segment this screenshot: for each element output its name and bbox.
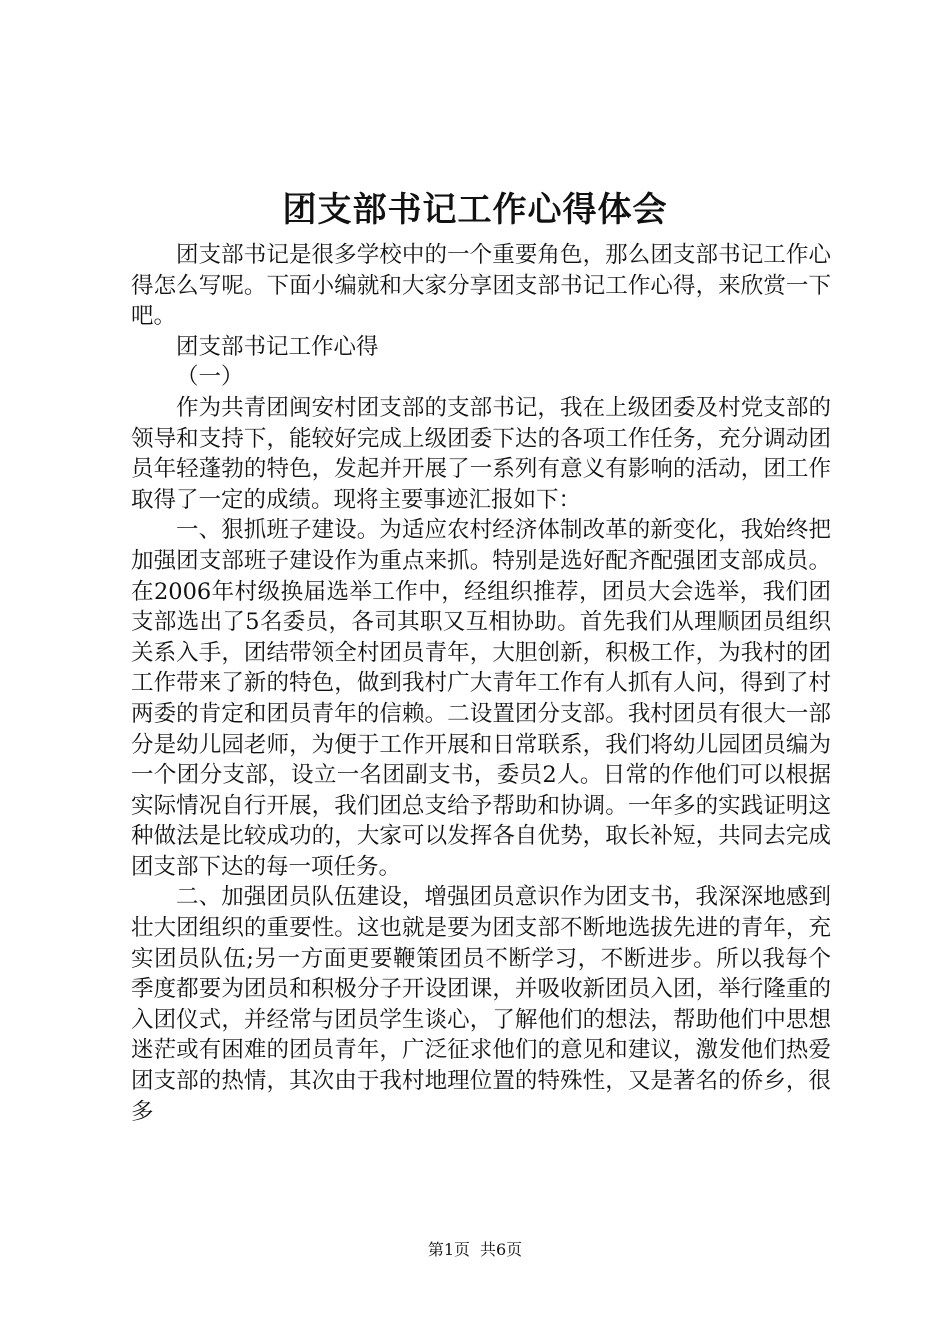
page-number: 第1页 (427, 1240, 470, 1259)
section-heading: 团支部书记工作心得 (176, 333, 379, 360)
body-paragraph: 作为共青团闽安村团支部的支部书记，我在上级团委及村党支部的领导和支持下，能较好完成上级团委下达的各项工作任务，充分调动团员年轻蓬勃的特色，发起并开展了一系列有意义有影响的活动，团工作取得了一定的成绩。现将主要事迹汇报如下： (131, 394, 831, 513)
body-paragraph: 一、狠抓班子建设。为适应农村经济体制改革的新变化，我始终把加强团支部班子建设作为重点来抓。特别是选好配齐配强团支部成员。在2006年村级换届选举工作中，经组织推荐，团员大会选举，我们团支部选出了5名委员，各司其职又互相协助。首先我们从理顺团员组织关系入手，团结带领全村团员青年，大胆创新，积极工作，为我村的团工作带来了新的特色，做到我村广大青年工作有人抓有人问，得到了村两委的肯定和团员青年的信赖。二设置团分支部。我村团员有很大一部分是幼儿园老师，为便于工作开展和日常联系，我们将幼儿园团员编为一个团分支部，设立一名团副支书，委员2人。日常的作他们可以根据实际情况自行开展，我们团总支给予帮助和协调。一年多的实践证明这种做法是比较成功的，大家可以发挥各自优势，取长补短，共同去完成团支部下达的每一项任务。 (131, 517, 831, 880)
document-body (131, 240, 831, 1127)
body-paragraph: 二、加强团员队伍建设，增强团员意识作为团支书，我深深地感到壮大团组织的重要性。这也就是要为团支部不断地选拔先进的青年，充实团员队伍;另一方面更要鞭策团员不断学习，不断进步。所以我每个季度都要为团员和积极分子开设团课，并吸收新团员入团，举行隆重的入团仪式，并经常与团员学生谈心，了解他们的想法，帮助他们中思想迷茫或有困难的团员青年，广泛征求他们的意见和建议，激发他们热爱团支部的热情，其次由于我村地理位置的特殊性，又是著名的侨乡，很多 (131, 884, 831, 1125)
intro-paragraph: 团支部书记是很多学校中的一个重要角色，那么团支部书记工作心得怎么写呢。下面小编就和大家分享团支部书记工作心得，来欣赏一下吧。 (131, 242, 831, 330)
page-total: 共6页 (480, 1240, 523, 1259)
page-footer (0, 1238, 950, 1262)
section-number: （一） (176, 364, 244, 391)
document-title: 团支部书记工作心得体会 (282, 190, 668, 230)
